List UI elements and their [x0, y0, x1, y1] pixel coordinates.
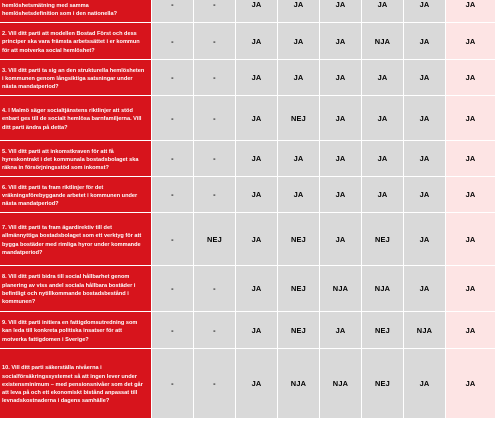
question-text: 8. Vill ditt parti bidra till social hållbarhet genom planering av viss andel sociala hållbara bostäder i befintligt och nytillkommande bostadsbestånd i kommunen? [2, 274, 136, 306]
answer-cell: JA [446, 213, 495, 265]
answer-cell: JA [404, 96, 446, 140]
answer-cell: JA [236, 177, 278, 212]
question-cell [0, 141, 152, 176]
table-row [0, 266, 495, 312]
answer-cell: - [194, 60, 236, 95]
answer-cell: JA [404, 177, 446, 212]
answer-cell: JA [446, 0, 495, 22]
question-cell [0, 0, 152, 22]
answer-cell: - [152, 60, 194, 95]
answer-cell: - [194, 0, 236, 22]
answer-cell: JA [320, 177, 362, 212]
answer-cell: JA [404, 60, 446, 95]
answer-cell: JA [446, 96, 495, 140]
answer-cell: NEJ [362, 312, 404, 348]
question-text: 3. Vill ditt parti ta sig an den strukturella hemlösheten i kommunen genom långsiktiga satsningar under nästa mandatperiod? [2, 67, 145, 91]
answer-cell: - [194, 177, 236, 212]
answer-cell: JA [362, 141, 404, 176]
answer-cell: JA [446, 141, 495, 176]
question-text: 9. Vill ditt parti initiera en fattigdomsutredning som kan leda till konkreta politiska insatser för att motverka fattigdomen i Sverige? [2, 320, 138, 343]
question-text: 10. Vill ditt parti säkerställa nivåerna i socialförsäkringssystemet så att ingen lever under existensminimum – med pensionsnivåer som det går att leva på och ett ekonomiskt bistånd anpassat till levnadskostnaderna i dagens samhälle? [2, 365, 143, 405]
answer-cell: NEJ [278, 266, 320, 311]
answer-cell: NEJ [278, 312, 320, 348]
answer-cell: JA [236, 266, 278, 311]
answer-cell: JA [362, 60, 404, 95]
question-cell [0, 349, 152, 418]
answer-cell: - [194, 312, 236, 348]
answer-cell: NJA [320, 266, 362, 311]
table-row [0, 213, 495, 266]
question-cell [0, 213, 152, 265]
answer-cell: JA [236, 349, 278, 418]
answer-cell: JA [446, 23, 495, 59]
table-row [0, 60, 495, 96]
answer-cell: JA [236, 0, 278, 22]
table-row [0, 312, 495, 349]
question-cell [0, 177, 152, 212]
answer-cell: JA [446, 266, 495, 311]
answer-cell: JA [404, 213, 446, 265]
answer-cell: JA [236, 23, 278, 59]
answer-cell: - [152, 141, 194, 176]
answer-cell: JA [236, 141, 278, 176]
answer-cell: JA [404, 266, 446, 311]
answer-cell: JA [362, 0, 404, 22]
answer-cell: JA [236, 96, 278, 140]
answer-cell: - [194, 141, 236, 176]
answer-cell: - [194, 96, 236, 140]
answer-cell: NEJ [194, 213, 236, 265]
answer-cell: - [152, 312, 194, 348]
answer-cell: JA [278, 141, 320, 176]
answer-cell: JA [404, 349, 446, 418]
answer-cell: JA [446, 60, 495, 95]
answer-cell: JA [236, 60, 278, 95]
answer-cell: - [194, 266, 236, 311]
question-cell [0, 23, 152, 59]
answer-cell: NJA [362, 266, 404, 311]
answer-cell: NEJ [278, 213, 320, 265]
answer-cell: JA [278, 177, 320, 212]
answer-cell: JA [320, 96, 362, 140]
answer-cell: - [152, 213, 194, 265]
question-cell [0, 60, 152, 95]
table-row [0, 177, 495, 213]
answer-cell: NEJ [362, 349, 404, 418]
answer-cell: - [152, 96, 194, 140]
answer-cell: JA [236, 312, 278, 348]
answer-cell: - [194, 349, 236, 418]
answer-cell: NJA [320, 349, 362, 418]
answer-cell: NEJ [362, 213, 404, 265]
answer-cell: JA [320, 141, 362, 176]
answer-cell: NJA [278, 349, 320, 418]
question-text: 5. Vill ditt parti att inkomstkraven för att få hyreskontrakt i det kommunala bostadsbolaget ska räkna in försörjningsstöd som inkomst? [2, 148, 139, 172]
answer-cell: - [152, 0, 194, 22]
answer-cell: JA [446, 349, 495, 418]
answer-cell: NJA [362, 23, 404, 59]
answer-cell: - [152, 177, 194, 212]
answer-cell: JA [404, 141, 446, 176]
answer-cell: JA [320, 312, 362, 348]
table-row [0, 349, 495, 419]
question-cell [0, 96, 152, 140]
answer-cell: JA [320, 0, 362, 22]
answer-cell: NJA [404, 312, 446, 348]
question-text: 2. Vill ditt parti att modellen Bostad Först och dess principer ska vara främsta arbetssättet i er kommun för att motverka social hemlöshet? [2, 31, 140, 54]
answer-cell: - [194, 23, 236, 59]
question-text: 7. Vill ditt parti ta fram ägardirektiv till det allmännyttiga bostadsbolaget som ett verktyg för att bygga bostäder med rimliga hyror under kommande mandatperiod? [2, 224, 142, 256]
answer-cell: JA [278, 23, 320, 59]
table-row [0, 141, 495, 177]
answer-cell: JA [446, 177, 495, 212]
question-cell [0, 312, 152, 348]
table-row [0, 0, 495, 23]
answer-cell: JA [320, 213, 362, 265]
table-row [0, 23, 495, 60]
answer-cell: JA [404, 23, 446, 59]
answer-cell: JA [236, 213, 278, 265]
answer-cell: JA [362, 177, 404, 212]
answer-cell: JA [446, 312, 495, 348]
answer-cell: - [152, 349, 194, 418]
answer-cell: JA [362, 96, 404, 140]
table-row [0, 96, 495, 141]
answer-cell: JA [278, 0, 320, 22]
answer-cell: JA [320, 23, 362, 59]
question-text: 6. Vill ditt parti ta fram riktlinjer för det vräkningsförebyggande arbetet i kommunen under nästa mandatperiod? [2, 184, 138, 208]
question-text: 4. I Malmö säger socialtjänstens riktlinjer att stöd enbart ges till de socialt hemlösa barnfamiljerna. Vill ditt parti ändra på detta? [2, 108, 142, 131]
answer-cell: JA [320, 60, 362, 95]
answer-cell: - [152, 266, 194, 311]
question-cell [0, 266, 152, 311]
question-text: hemlöshetsmätning med samma hemlöshetsdefinition som i den nationella? [2, 2, 117, 18]
answer-cell: - [152, 23, 194, 59]
answer-cell: JA [404, 0, 446, 22]
answer-cell: JA [278, 60, 320, 95]
answer-cell: NEJ [278, 96, 320, 140]
